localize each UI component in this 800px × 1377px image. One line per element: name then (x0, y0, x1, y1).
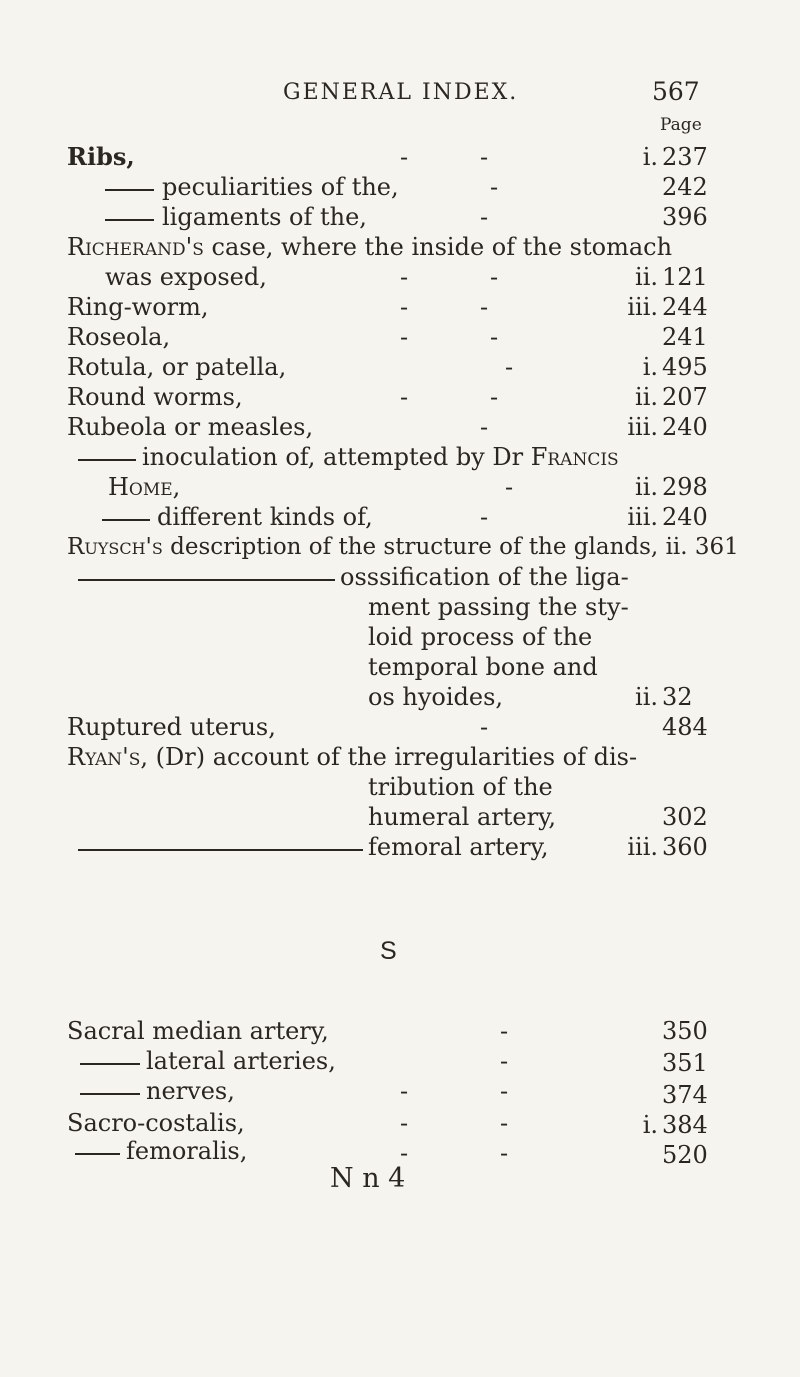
entry-text: (Dr) account of the irregularities of dis- (155, 743, 638, 771)
entry-page: 495 (662, 353, 708, 381)
entry-page: 374 (662, 1081, 708, 1109)
entry-page: 32 (662, 683, 693, 711)
entry-page: 520 (662, 1141, 708, 1169)
separator-dash: - (490, 173, 499, 201)
ditto-rule (105, 189, 154, 191)
running-header-title: GENERAL INDEX. (283, 80, 519, 105)
entry-text: was exposed, (105, 263, 267, 291)
entry-text: os hyoides, (368, 683, 504, 711)
entry-page: 384 (662, 1111, 708, 1139)
entry-volume: ii. (635, 473, 658, 501)
ditto-rule (80, 1093, 140, 1095)
separator-dash: - (480, 713, 489, 741)
separator-dash: - (400, 323, 409, 351)
entry-volume: i. (642, 1111, 658, 1139)
separator-dash: - (500, 1077, 509, 1105)
entry-page: 121 (662, 263, 708, 291)
entry-head: Richerand's (67, 233, 204, 261)
entry-line (142, 442, 619, 472)
entry-volume: ii. (665, 534, 688, 560)
entry-text: ligaments of the, (162, 203, 367, 231)
entry-page: 207 (662, 383, 708, 411)
entry-head: Sacro-costalis, (67, 1109, 245, 1137)
separator-dash: - (400, 1109, 409, 1137)
entry-page: 240 (662, 413, 708, 441)
separator-dash: - (490, 323, 499, 351)
entry-page: 484 (662, 713, 708, 741)
entry-volume: i. (642, 353, 658, 381)
ditto-rule (105, 219, 154, 221)
entry-page: 298 (662, 473, 708, 501)
entry-page: 350 (662, 1017, 708, 1045)
entry-volume: iii. (627, 833, 658, 861)
entry-text: different kinds of, (157, 503, 373, 531)
separator-dash: - (505, 353, 514, 381)
separator-dash: - (400, 1077, 409, 1105)
page-column-label: Page (660, 115, 702, 135)
entry-head: Ribs, (67, 142, 135, 171)
separator-dash: - (400, 293, 409, 321)
separator-dash: - (490, 383, 499, 411)
separator-dash: - (400, 143, 409, 171)
separator-dash: - (480, 203, 489, 231)
entry-text: osssification of the liga- (340, 563, 629, 591)
entry-page: 302 (662, 803, 708, 831)
entry-text: femoral artery, (368, 833, 549, 861)
entry-page: 241 (662, 323, 708, 351)
entry-line (67, 742, 637, 772)
page-number: 567 (652, 77, 700, 106)
separator-dash: - (500, 1017, 509, 1045)
entry-head: Rotula, or patella, (67, 353, 287, 381)
entry-head: Sacral median artery, (67, 1017, 329, 1045)
separator-dash: - (400, 1139, 409, 1167)
signature-mark: N n 4 (330, 1163, 406, 1194)
ditto-rule (102, 519, 150, 521)
entry-text: case, where the inside of the stomach (211, 233, 673, 261)
separator-dash: - (500, 1109, 509, 1137)
entry-volume: ii. (635, 263, 658, 291)
entry-text: description of the structure of the glands, (170, 534, 659, 560)
entry-page: 242 (662, 173, 708, 201)
separator-dash: - (480, 503, 489, 531)
separator-dash: - (505, 473, 514, 501)
entry-head: Ruysch's (67, 534, 163, 560)
separator-dash: - (480, 143, 489, 171)
separator-dash: - (400, 263, 409, 291)
entry-head: Rubeola or measles, (67, 413, 314, 441)
entry-volume: iii. (627, 413, 658, 441)
entry-head: Ryan's, (67, 743, 148, 771)
section-letter: S (380, 937, 397, 965)
entry-page: 396 (662, 203, 708, 231)
entry-page: 237 (662, 143, 708, 171)
entry-text: loid process of the (368, 623, 593, 651)
separator-dash: - (500, 1139, 509, 1167)
entry-page: 361 (694, 534, 739, 560)
entry-volume: ii. (635, 383, 658, 411)
ditto-rule (78, 579, 335, 581)
entry-text: tribution of the (368, 773, 553, 801)
entry-head: Ring-worm, (67, 293, 209, 321)
entry-head: Ruptured uterus, (67, 713, 276, 741)
separator-dash: - (400, 383, 409, 411)
entry-name: Home, (108, 473, 181, 501)
entry-text: ment passing the sty- (368, 593, 629, 621)
ditto-rule (78, 849, 363, 851)
entry-text: femoralis, (126, 1137, 248, 1165)
entry-page: 244 (662, 293, 708, 321)
entry-page: 351 (662, 1049, 708, 1077)
entry-head: Roseola, (67, 323, 171, 351)
entry-page: 360 (662, 833, 708, 861)
ditto-rule (78, 459, 136, 461)
entry-text: nerves, (146, 1077, 235, 1105)
separator-dash: - (480, 413, 489, 441)
entry-text: peculiarities of the, (162, 173, 399, 201)
entry-text: temporal bone and (368, 653, 598, 681)
entry-volume: iii. (627, 293, 658, 321)
entry-line (67, 232, 672, 262)
ditto-rule (75, 1153, 120, 1155)
entry-name: Francis (530, 443, 619, 471)
entry-line (67, 532, 739, 562)
entry-text: inoculation of, attempted by Dr (142, 443, 524, 471)
entry-head: Round worms, (67, 383, 243, 411)
entry-text: humeral artery, (368, 803, 557, 831)
entry-volume: i. (642, 143, 658, 171)
separator-dash: - (480, 293, 489, 321)
entry-volume: iii. (627, 503, 658, 531)
entry-text: lateral arteries, (146, 1047, 336, 1075)
separator-dash: - (490, 263, 499, 291)
entry-volume: ii. (635, 683, 658, 711)
separator-dash: - (500, 1047, 509, 1075)
ditto-rule (80, 1063, 140, 1065)
entry-page: 240 (662, 503, 708, 531)
